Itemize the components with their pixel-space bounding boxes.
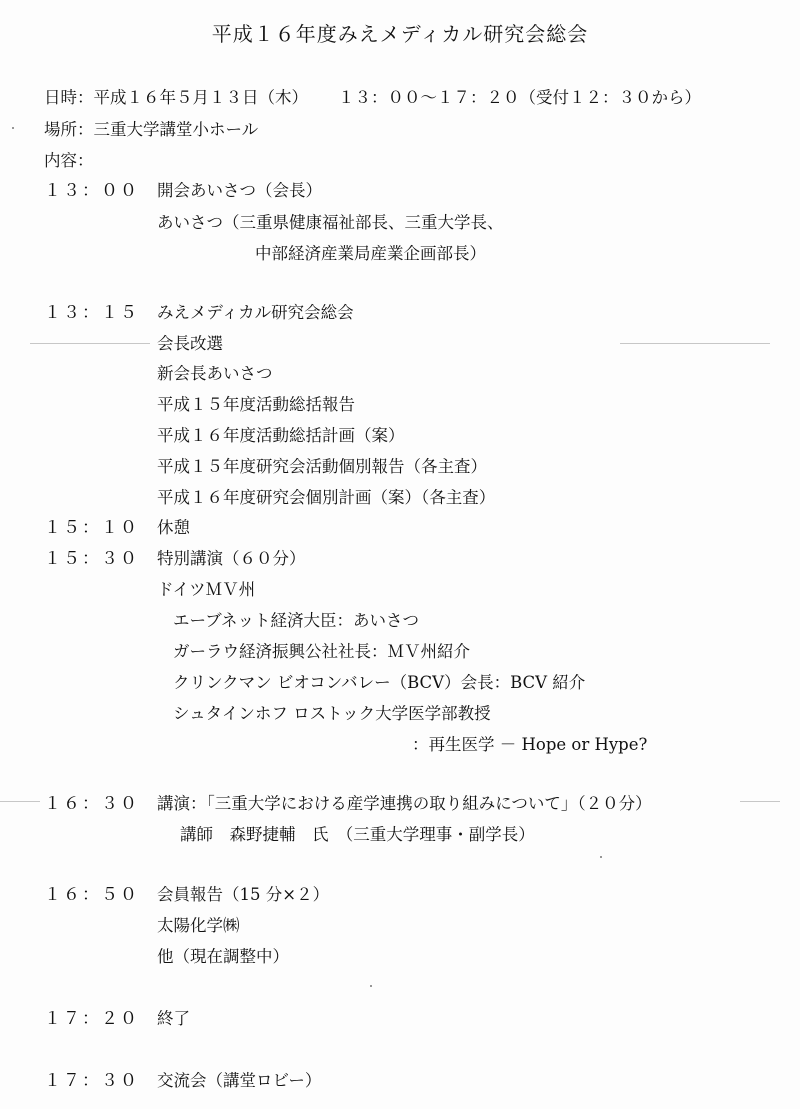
schedule-time: １３：００ xyxy=(44,181,139,201)
datetime-time: １３：００～１７：２０（受付１２：３０から） xyxy=(338,88,701,107)
schedule-item: 平成１５年度活動総括報告 xyxy=(157,395,355,414)
schedule-item: ：再生医学 － Hope or Hype? xyxy=(412,735,648,754)
schedule-time: １６：３０ xyxy=(44,794,139,814)
schedule-time: １７：３０ xyxy=(44,1071,139,1091)
datetime-label: 日時： xyxy=(44,88,94,107)
schedule-time: １５：１０ xyxy=(44,518,139,538)
schedule-item: 特別講演（６０分） xyxy=(157,549,306,568)
place-label: 場所： xyxy=(44,120,94,139)
scan-artifact-line xyxy=(30,343,150,344)
page-title: 平成１６年度みえメディカル研究会総会 xyxy=(211,22,589,46)
content-label: 内容： xyxy=(44,151,94,170)
schedule-item: エーブネット経済大臣：あいさつ xyxy=(173,611,420,630)
datetime-line xyxy=(44,84,701,108)
scan-artifact-line xyxy=(620,343,770,344)
schedule-item: 新会長あいさつ xyxy=(157,364,273,383)
schedule-item: 会長改選 xyxy=(157,334,223,353)
schedule-item: 休憩 xyxy=(157,518,190,537)
schedule-item: 会員報告（15 分×２） xyxy=(157,885,330,904)
scan-speck xyxy=(370,985,372,987)
schedule-item: 他（現在調整中） xyxy=(157,947,289,966)
schedule-item: 開会あいさつ（会長） xyxy=(157,181,322,200)
schedule-item: 平成１６年度研究会個別計画（案）（各主査） xyxy=(157,488,496,507)
schedule-item: みえメディカル研究会総会 xyxy=(157,303,354,322)
schedule-item: 講師 森野捷輔 氏 （三重大学理事・副学長） xyxy=(180,825,535,844)
scan-artifact-line xyxy=(0,801,40,802)
content-line xyxy=(44,147,94,171)
schedule-item: ドイツＭＶ州 xyxy=(157,580,256,599)
scan-speck xyxy=(12,127,14,129)
schedule-item: 交流会（講堂ロビー） xyxy=(157,1071,322,1090)
place-line xyxy=(44,116,258,140)
schedule-item: 平成１６年度活動総括計画（案） xyxy=(157,426,405,445)
scan-artifact-line xyxy=(740,801,780,802)
schedule-item: 太陽化学㈱ xyxy=(157,916,240,935)
schedule-item: シュタインホフ ロストック大学医学部教授 xyxy=(173,704,491,723)
datetime-value: 平成１６年５月１３日（木） xyxy=(93,88,308,107)
schedule-item: ガーラウ経済振興公社社長：ＭＶ州紹介 xyxy=(173,642,470,661)
schedule-item: 終了 xyxy=(157,1009,190,1028)
schedule-item: あいさつ（三重県健康福祉部長、三重大学長、 xyxy=(157,213,504,232)
schedule-time: １５：３０ xyxy=(44,549,139,569)
schedule-time: １７：２０ xyxy=(44,1009,139,1029)
schedule-item: 中部経済産業局産業企画部長） xyxy=(255,244,486,263)
schedule-item: 講演：「三重大学における産学連携の取り組みについて」（２０分） xyxy=(157,794,652,813)
schedule-time: １３：１５ xyxy=(44,303,139,323)
place-value: 三重大学講堂小ホール xyxy=(93,120,259,139)
schedule-item: 平成１５年度研究会活動個別報告（各主査） xyxy=(157,457,487,476)
schedule-item: クリンクマン ビオコンバレー（BCV）会長：BCV 紹介 xyxy=(173,673,586,692)
scan-speck xyxy=(600,856,602,858)
schedule-time: １６：５０ xyxy=(44,885,139,905)
